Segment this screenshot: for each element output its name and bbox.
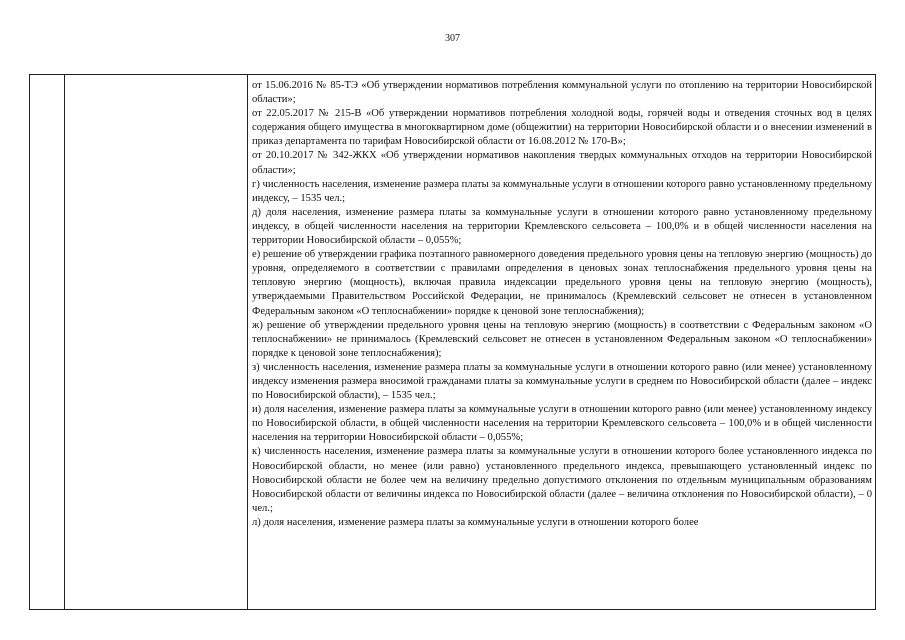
paragraph: от 20.10.2017 № 342-ЖКХ «Об утверждении нормативов накопления твердых коммунальных отходов на территории Новосибирской области»; (252, 150, 872, 176)
page-number: 307 (445, 33, 460, 44)
paragraph: л) доля населения, изменение размера платы за коммунальные услуги в отношении которого более (252, 516, 699, 528)
table-row (30, 75, 876, 610)
paragraph: д) доля населения, изменение размера платы за коммунальные услуги в отношении которого равно установленному предельному индексу, в общей численности населения на территории Кремлевского сельсовета – 100,0% и в общей численности населения на территории Новосибирской области – 0,055%; (252, 206, 872, 247)
table-cell-number (30, 75, 65, 610)
paragraph: от 15.06.2016 № 85-ТЭ «Об утверждении нормативов потребления коммунальной услуги по отоплению на территории Новосибирской области»; (252, 80, 872, 106)
paragraph: ж) решение об утверждении предельного уровня цены на тепловую энергию (мощность) в соответствии с Федеральным законом «О теплоснабжении» не принималось (Кремлевский сельсовет не отнесен в установленном Федеральным законом «О теплоснабжении» порядке к ценовой зоне теплоснабжения); (252, 319, 872, 359)
table-cell-name (65, 75, 248, 610)
paragraph: от 22.05.2017 № 215-В «Об утверждении нормативов потребления холодной воды, горячей воды и отведения сточных вод в целях содержания общего имущества в многоквартирном доме (общежитии) на территории Новосибирской области и о внесении изменений в приказ департамента по тарифам Новосибирской области от 16.08.2012 № 170-В»; (252, 108, 872, 148)
paragraph: и) доля населения, изменение размера платы за коммунальные услуги в отношении которого равно (или менее) установленному индексу по Новосибирской области, в общей численности населения на территории Кремлевского сельсовета – 100,0% и в общей численности населения на территории Новосибирской области – 0,055%; (252, 404, 872, 444)
table-cell-content (248, 75, 876, 610)
content-text (248, 75, 875, 609)
paragraph: е) решение об утверждении графика поэтапного равномерного доведения предельного уровня цены на тепловую энергию (мощность) до уровня, определяемого в соответствии с правилами определения в ценовых зонах теплоснабжения предельного уровня цены на тепловую энергию (мощность), включая правила индексации предельного уровня цены на тепловую энергию (мощность), утверждаемыми Правительством Российской Федерации, не принималось (Кремлевский сельсовет не отнесен в установленном Федеральным законом «О теплоснабжении» порядке к ценовой зоне теплоснабжения); (252, 249, 872, 317)
paragraph: з) численность населения, изменение размера платы за коммунальные услуги в отношении которого равно (или менее) установленному индексу изменения размера вносимой гражданами платы за коммунальные услуги в среднем по Новосибирской области (далее – индекс по Новосибирской области), – 1535 чел.; (252, 361, 872, 402)
paragraph: г) численность населения, изменение размера платы за коммунальные услуги в отношении которого равно установленному предельному индексу, – 1535 чел.; (252, 178, 872, 204)
document-table (29, 74, 876, 610)
paragraph: к) численность населения, изменение размера платы за коммунальные услуги в отношении которого более установленного индекса по Новосибирской области, но менее (или равно) установленного предельного индекса, превышающего установленный индекс по Новосибирской области не более чем на величину предельно допустимого отклонения по отдельным муниципальным образованиям Новосибирской области от величины индекса по Новосибирской области (далее – величина отклонения по Новосибирской области), – 0 чел.; (252, 446, 872, 514)
